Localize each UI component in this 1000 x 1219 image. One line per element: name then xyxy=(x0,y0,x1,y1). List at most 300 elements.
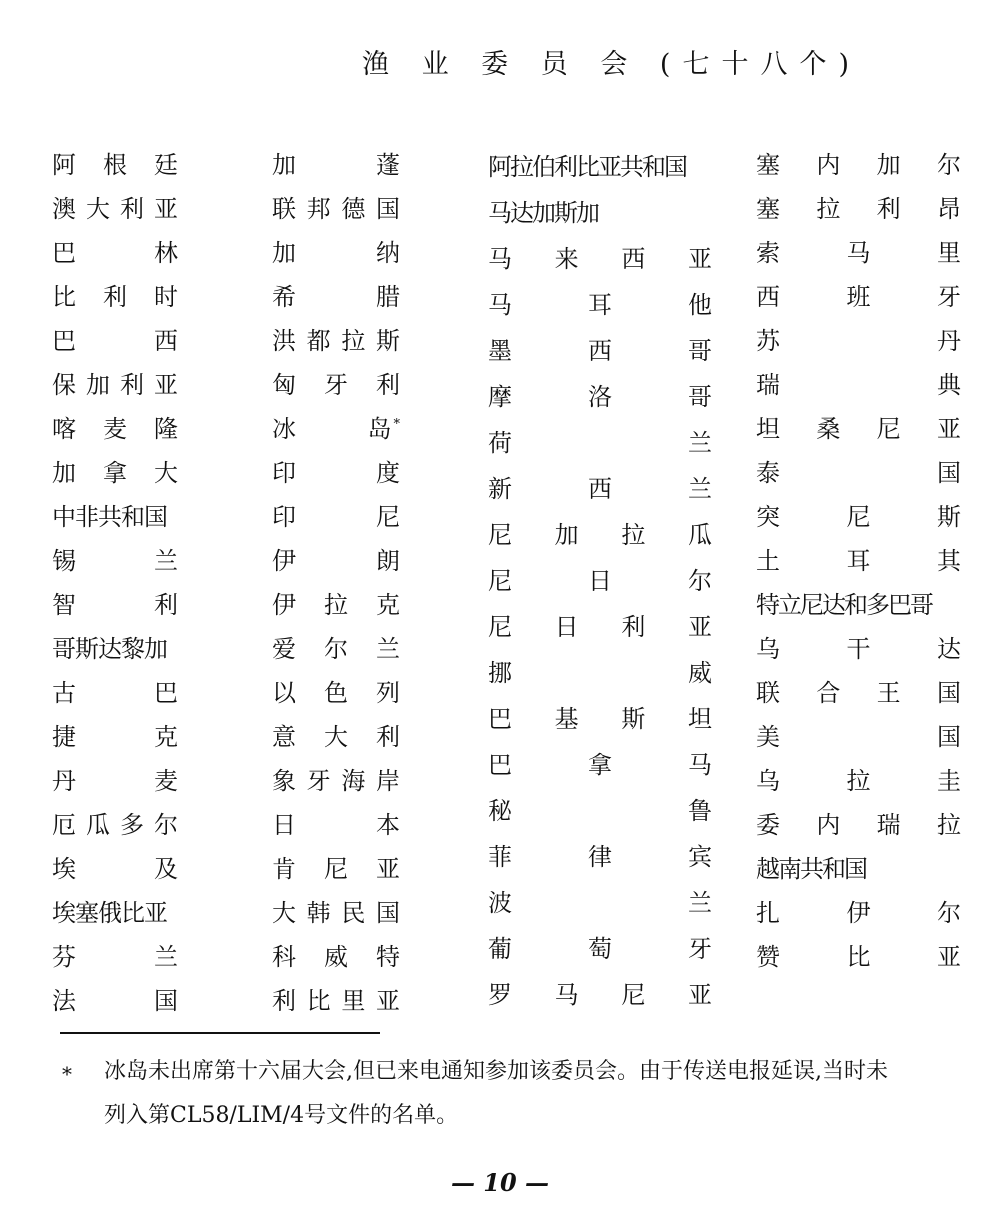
country-char: 尼 xyxy=(324,855,348,883)
country-char: 加 xyxy=(272,239,296,267)
country-char: 昂 xyxy=(936,195,961,223)
country-entry xyxy=(488,789,712,833)
country-column-1 xyxy=(52,143,178,1023)
country-char: 厄 xyxy=(52,811,76,839)
country-char: 亚 xyxy=(687,613,712,641)
country-entry xyxy=(272,847,400,891)
country-char: 海 xyxy=(341,767,366,795)
country-char: 大 xyxy=(86,195,110,223)
country-char: 腊 xyxy=(376,283,400,311)
country-char: 其 xyxy=(937,547,961,575)
country-entry xyxy=(756,583,961,627)
country-char: 利 xyxy=(120,371,144,399)
country-entry xyxy=(52,583,178,627)
country-char: 坦 xyxy=(687,705,712,733)
country-char: 巴 xyxy=(488,705,512,733)
country-char: 加 xyxy=(876,151,901,179)
country-char: 兰 xyxy=(688,429,712,457)
country-char: 纳 xyxy=(376,239,400,267)
country-char: 伊 xyxy=(846,899,871,927)
country-entry xyxy=(52,363,178,407)
country-char: 瓜 xyxy=(86,811,110,839)
country-char: 里 xyxy=(937,239,961,267)
country-char: 韩 xyxy=(306,899,331,927)
country-entry xyxy=(272,495,400,539)
country-char: 蓬 xyxy=(376,151,400,179)
country-char: 日 xyxy=(588,567,612,595)
country-entry xyxy=(272,979,400,1023)
country-char: 亚 xyxy=(936,415,961,443)
country-char: 加 xyxy=(86,371,110,399)
country-char: 班 xyxy=(846,283,871,311)
footnote-reference-mark: * xyxy=(393,417,400,432)
country-char: 兰 xyxy=(688,475,712,503)
country-char: 芬 xyxy=(52,943,76,971)
country-entry xyxy=(488,973,712,1017)
country-char: 越南共和国 xyxy=(756,855,866,883)
country-entry xyxy=(272,143,400,187)
country-char: 马 xyxy=(846,239,871,267)
country-char: 根 xyxy=(103,151,127,179)
country-char: 以 xyxy=(272,679,296,707)
country-char: 马 xyxy=(488,291,512,319)
country-char: 亚 xyxy=(154,195,178,223)
country-char: 基 xyxy=(554,705,579,733)
country-char: 麦 xyxy=(103,415,127,443)
country-char: 赞 xyxy=(756,943,780,971)
country-char: 利 xyxy=(621,613,646,641)
country-char: 澳 xyxy=(52,195,76,223)
country-entry xyxy=(52,231,178,275)
country-char: 联 xyxy=(272,195,296,223)
country-char: 古 xyxy=(52,679,76,707)
country-char: 兰 xyxy=(154,547,178,575)
country-char: 朗 xyxy=(376,547,400,575)
country-char: 阿拉伯利比亚共和国 xyxy=(488,153,686,181)
country-char: 巴 xyxy=(488,751,512,779)
country-char: 牙 xyxy=(324,371,348,399)
country-char: 时 xyxy=(154,283,178,311)
country-entry xyxy=(488,513,712,557)
country-char: 哥斯达黎加 xyxy=(52,635,167,663)
country-char: 拿 xyxy=(588,751,612,779)
country-entry xyxy=(52,715,178,759)
country-char: 西 xyxy=(621,245,646,273)
country-char: 利 xyxy=(272,987,296,1015)
country-char: 大 xyxy=(272,899,296,927)
country-char: 智 xyxy=(52,591,76,619)
country-char: 捷 xyxy=(52,723,76,751)
country-char: 兰 xyxy=(688,889,712,917)
country-char: 洛 xyxy=(588,383,612,411)
country-char: 菲 xyxy=(488,843,512,871)
country-char: 本 xyxy=(376,811,400,839)
country-entry xyxy=(272,539,400,583)
country-char: 威 xyxy=(324,943,348,971)
country-char: 亚 xyxy=(937,943,961,971)
country-char: 尼 xyxy=(488,521,512,549)
country-char: 度 xyxy=(376,459,400,487)
country-char: 利 xyxy=(120,195,144,223)
country-entry xyxy=(488,881,712,925)
country-char: 加 xyxy=(52,459,76,487)
country-char: 秘 xyxy=(488,797,512,825)
country-char: 拉 xyxy=(621,521,646,549)
country-char: 马 xyxy=(688,751,712,779)
country-entry xyxy=(272,407,400,451)
country-char-text: 岛 xyxy=(367,415,392,443)
country-entry xyxy=(756,143,961,187)
country-entry xyxy=(756,803,961,847)
footnote-divider xyxy=(60,1032,380,1034)
country-char: 摩 xyxy=(488,383,512,411)
country-char: 加 xyxy=(272,151,296,179)
country-column-4 xyxy=(756,143,961,979)
country-char: 西 xyxy=(588,475,612,503)
country-char: 利 xyxy=(376,371,400,399)
country-char: 日 xyxy=(272,811,296,839)
country-char: 斯 xyxy=(621,705,646,733)
country-char: 印 xyxy=(272,459,296,487)
country-entry xyxy=(52,143,178,187)
country-char: 利 xyxy=(876,195,901,223)
country-char: 挪 xyxy=(488,659,512,687)
country-char: 尔 xyxy=(688,567,712,595)
country-char: 委 xyxy=(756,811,780,839)
country-char: 特 xyxy=(376,943,400,971)
country-entry xyxy=(756,407,961,451)
country-char: 伊 xyxy=(272,547,296,575)
country-char: 马达加斯加 xyxy=(488,199,598,227)
country-entry xyxy=(52,979,178,1023)
country-entry xyxy=(488,559,712,603)
country-entry xyxy=(52,671,178,715)
country-char: 拉 xyxy=(324,591,348,619)
country-char: 桑 xyxy=(816,415,841,443)
country-char: 内 xyxy=(816,151,841,179)
country-char: 巴 xyxy=(52,239,76,267)
country-entry xyxy=(756,627,961,671)
country-char: 律 xyxy=(588,843,612,871)
country-char: 尼 xyxy=(376,503,400,531)
country-char: 丹 xyxy=(52,767,76,795)
country-char: 亚 xyxy=(154,371,178,399)
country-char: 尼 xyxy=(621,981,646,1009)
country-char: 尔 xyxy=(936,151,961,179)
country-char: 尼 xyxy=(488,567,512,595)
country-char: 西 xyxy=(756,283,780,311)
country-entry xyxy=(488,375,712,419)
country-char: 拉 xyxy=(936,811,961,839)
country-entry xyxy=(52,319,178,363)
country-entry xyxy=(52,187,178,231)
country-char: 多 xyxy=(120,811,144,839)
country-char: 西 xyxy=(154,327,178,355)
country-char: 洪 xyxy=(272,327,296,355)
country-char: 牙 xyxy=(688,935,712,963)
country-char: 哥 xyxy=(688,383,712,411)
country-char: 隆 xyxy=(154,415,178,443)
country-char: 内 xyxy=(816,811,841,839)
country-entry xyxy=(756,319,961,363)
country-char: 日 xyxy=(554,613,579,641)
country-entry xyxy=(52,759,178,803)
country-char: 他 xyxy=(688,291,712,319)
country-entry xyxy=(52,935,178,979)
country-entry xyxy=(272,759,400,803)
country-entry xyxy=(488,605,712,649)
country-entry xyxy=(488,697,712,741)
country-char: 科 xyxy=(272,943,296,971)
country-char: 宾 xyxy=(688,843,712,871)
country-char: 哥 xyxy=(688,337,712,365)
country-entry xyxy=(488,329,712,373)
country-entry xyxy=(488,145,712,189)
country-char: 林 xyxy=(154,239,178,267)
country-char: 耳 xyxy=(588,291,612,319)
country-char: 拉 xyxy=(341,327,366,355)
country-char: 利 xyxy=(103,283,127,311)
country-char: 巴 xyxy=(154,679,178,707)
country-char: 荷 xyxy=(488,429,512,457)
country-char: 邦 xyxy=(306,195,331,223)
country-char: 克 xyxy=(154,723,178,751)
country-char: 牙 xyxy=(937,283,961,311)
country-char: 扎 xyxy=(756,899,780,927)
country-char: 干 xyxy=(846,635,871,663)
country-char: 索 xyxy=(756,239,780,267)
country-char: 亚 xyxy=(375,987,400,1015)
country-char: 比 xyxy=(846,943,871,971)
country-char: 圭 xyxy=(937,767,961,795)
country-entry xyxy=(756,275,961,319)
country-entry xyxy=(272,231,400,275)
country-entry xyxy=(756,671,961,715)
country-entry xyxy=(52,451,178,495)
country-char: 鲁 xyxy=(688,797,712,825)
country-entry xyxy=(488,191,712,235)
country-char: 兰 xyxy=(154,943,178,971)
country-char: 美 xyxy=(756,723,780,751)
country-entry xyxy=(272,319,400,363)
country-entry xyxy=(52,627,178,671)
country-char: 罗 xyxy=(488,981,512,1009)
country-entry xyxy=(488,743,712,787)
country-char: 麦 xyxy=(154,767,178,795)
country-char: 特立尼达和多巴哥 xyxy=(756,591,932,619)
country-char: 冰 xyxy=(272,415,296,443)
country-char: 色 xyxy=(324,679,348,707)
country-char: 耳 xyxy=(846,547,871,575)
country-char: 苏 xyxy=(756,327,780,355)
country-char: 喀 xyxy=(52,415,76,443)
country-entry xyxy=(52,847,178,891)
country-char: 斯 xyxy=(937,503,961,531)
country-entry xyxy=(488,835,712,879)
country-char: 兰 xyxy=(376,635,400,663)
country-entry xyxy=(488,927,712,971)
country-char: 比 xyxy=(52,283,76,311)
country-char: 塞 xyxy=(756,195,780,223)
country-char: 列 xyxy=(376,679,400,707)
country-char xyxy=(368,407,401,451)
country-entry xyxy=(488,283,712,327)
country-char: 典 xyxy=(937,371,961,399)
country-char: 突 xyxy=(756,503,780,531)
country-entry xyxy=(52,891,178,935)
country-char: 利 xyxy=(376,723,400,751)
country-entry xyxy=(272,451,400,495)
country-char: 亚 xyxy=(687,981,712,1009)
country-char: 萄 xyxy=(588,935,612,963)
country-entry xyxy=(756,363,961,407)
country-char: 尔 xyxy=(324,635,348,663)
country-char: 印 xyxy=(272,503,296,531)
country-char: 法 xyxy=(52,987,76,1015)
country-char: 合 xyxy=(816,679,841,707)
country-char: 国 xyxy=(375,195,400,223)
country-entry xyxy=(52,539,178,583)
country-entry xyxy=(756,759,961,803)
country-column-2 xyxy=(272,143,400,1023)
country-char: 中非共和国 xyxy=(52,503,167,531)
country-entry xyxy=(272,187,400,231)
country-char: 泰 xyxy=(756,459,780,487)
country-char: 及 xyxy=(154,855,178,883)
country-char: 里 xyxy=(341,987,366,1015)
country-entry xyxy=(272,803,400,847)
country-entry xyxy=(756,495,961,539)
country-entry xyxy=(272,671,400,715)
country-entry xyxy=(52,495,178,539)
country-char: 来 xyxy=(554,245,579,273)
country-char: 比 xyxy=(306,987,331,1015)
country-char: 保 xyxy=(52,371,76,399)
country-entry xyxy=(756,715,961,759)
country-char: 波 xyxy=(488,889,512,917)
page-title: 渔 业 委 员 会 (七十八个) xyxy=(362,49,861,80)
country-char: 乌 xyxy=(756,635,780,663)
country-char: 西 xyxy=(588,337,612,365)
country-char: 牙 xyxy=(306,767,331,795)
country-char: 国 xyxy=(375,899,400,927)
country-entry xyxy=(756,451,961,495)
country-entry xyxy=(756,187,961,231)
country-char: 拉 xyxy=(816,195,841,223)
footnote-marker: * xyxy=(62,1062,72,1086)
country-char: 亚 xyxy=(376,855,400,883)
country-entry xyxy=(756,539,961,583)
page-number: — 10 — xyxy=(450,1168,550,1197)
country-char: 廷 xyxy=(154,151,178,179)
country-char: 斯 xyxy=(375,327,400,355)
country-char: 拉 xyxy=(846,767,871,795)
country-char: 瑞 xyxy=(756,371,780,399)
country-char: 拿 xyxy=(103,459,127,487)
country-char: 葡 xyxy=(488,935,512,963)
country-char: 巴 xyxy=(52,327,76,355)
country-entry xyxy=(272,935,400,979)
country-entry xyxy=(272,891,400,935)
country-char: 达 xyxy=(937,635,961,663)
country-char: 德 xyxy=(341,195,366,223)
footnote-text: 冰岛未出席第十六届大会,但已来电通知参加该委员会。由于传送电报延误,当时未列入第CL58/LIM/4号文件的名单。 xyxy=(104,1059,888,1128)
country-char: 爱 xyxy=(272,635,296,663)
country-char: 马 xyxy=(554,981,579,1009)
country-char: 民 xyxy=(341,899,366,927)
country-char: 埃塞俄比亚 xyxy=(52,899,167,927)
country-char: 王 xyxy=(876,679,901,707)
country-char: 国 xyxy=(936,679,961,707)
country-entry xyxy=(272,275,400,319)
country-char: 新 xyxy=(488,475,512,503)
country-char: 尔 xyxy=(154,811,178,839)
country-char: 岸 xyxy=(375,767,400,795)
country-char: 瓜 xyxy=(687,521,712,549)
country-char: 希 xyxy=(272,283,296,311)
country-column-3 xyxy=(488,143,712,1017)
country-char: 利 xyxy=(154,591,178,619)
country-char: 联 xyxy=(756,679,780,707)
country-char: 马 xyxy=(488,245,512,273)
country-char: 塞 xyxy=(756,151,780,179)
country-char: 匈 xyxy=(272,371,296,399)
country-char: 瑞 xyxy=(876,811,901,839)
country-entry xyxy=(756,847,961,891)
country-char: 坦 xyxy=(756,415,780,443)
country-entry xyxy=(488,421,712,465)
country-char: 阿 xyxy=(52,151,76,179)
country-char: 乌 xyxy=(756,767,780,795)
country-entry xyxy=(756,935,961,979)
country-char: 土 xyxy=(756,547,780,575)
country-char: 象 xyxy=(272,767,296,795)
country-char: 亚 xyxy=(687,245,712,273)
country-char: 克 xyxy=(376,591,400,619)
country-entry xyxy=(488,651,712,695)
country-char: 丹 xyxy=(937,327,961,355)
country-entry xyxy=(52,803,178,847)
country-char: 加 xyxy=(554,521,579,549)
country-entry xyxy=(52,275,178,319)
country-entry xyxy=(52,407,178,451)
country-char: 伊 xyxy=(272,591,296,619)
country-char: 埃 xyxy=(52,855,76,883)
country-entry xyxy=(272,363,400,407)
country-char: 都 xyxy=(306,327,331,355)
country-char: 威 xyxy=(688,659,712,687)
country-char: 尔 xyxy=(937,899,961,927)
country-char: 尼 xyxy=(488,613,512,641)
country-entry xyxy=(272,715,400,759)
country-char: 锡 xyxy=(52,547,76,575)
country-char: 大 xyxy=(154,459,178,487)
country-char: 大 xyxy=(324,723,348,751)
country-char: 尼 xyxy=(846,503,871,531)
country-char: 尼 xyxy=(876,415,901,443)
country-entry xyxy=(272,583,400,627)
country-char: 意 xyxy=(272,723,296,751)
country-char: 国 xyxy=(937,459,961,487)
country-char: 国 xyxy=(937,723,961,751)
country-entry xyxy=(488,237,712,281)
country-entry xyxy=(272,627,400,671)
country-entry xyxy=(488,467,712,511)
country-entry xyxy=(756,231,961,275)
country-char: 肯 xyxy=(272,855,296,883)
country-char: 墨 xyxy=(488,337,512,365)
country-char: 国 xyxy=(154,987,178,1015)
